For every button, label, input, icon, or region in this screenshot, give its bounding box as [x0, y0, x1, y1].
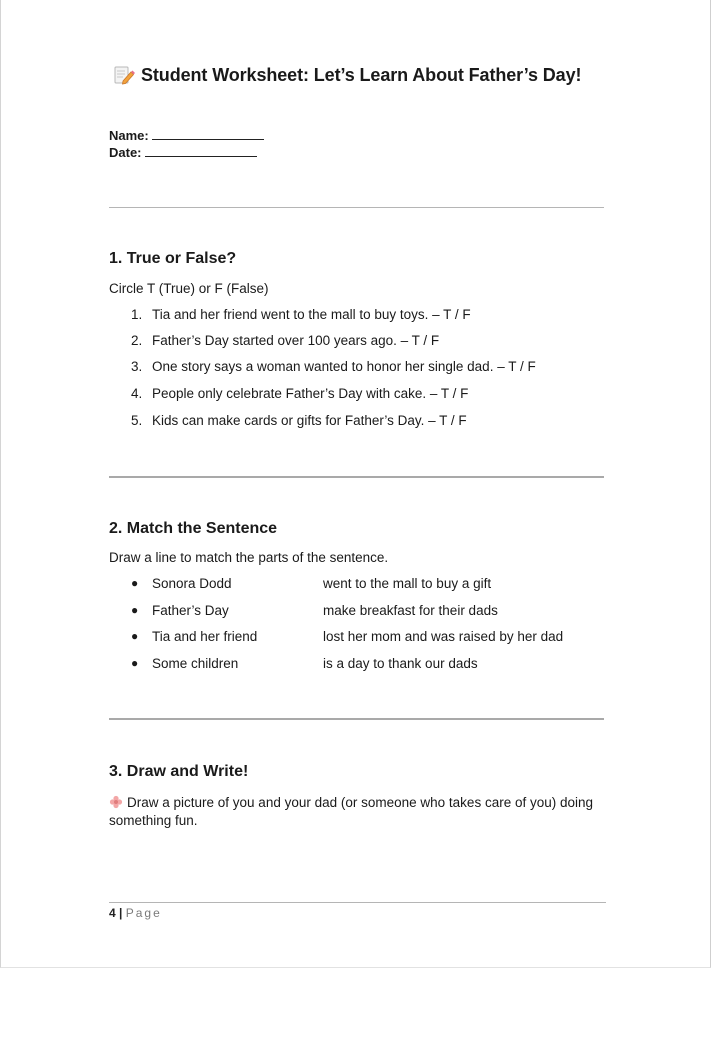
name-field[interactable] [109, 127, 264, 144]
draw-instruction [109, 794, 599, 830]
item-number: 1. [131, 307, 143, 322]
match-right-text: is a day to thank our dads [323, 656, 478, 671]
section-heading-match: 2. Match the Sentence [109, 520, 278, 537]
list-item [131, 333, 439, 348]
bullet: ● [131, 603, 139, 617]
item-text: People only celebrate Father’s Day with cake. – T / F [152, 386, 469, 401]
item-text: Tia and her friend went to the mall to buy toys. – T / F [152, 307, 471, 322]
page-separator: | [115, 906, 126, 920]
divider [109, 207, 604, 208]
name-label: Name: [109, 128, 149, 143]
match-right-text: make breakfast for their dads [323, 603, 498, 618]
item-number: 4. [131, 386, 143, 401]
flower-icon [109, 795, 123, 809]
date-label: Date: [109, 145, 142, 160]
date-blank-line[interactable] [145, 144, 257, 157]
match-row [131, 656, 478, 671]
match-left-text: Sonora Dodd [152, 576, 232, 591]
match-left-text: Some children [152, 656, 239, 671]
item-number: 3. [131, 359, 143, 374]
page-label: Page [125, 906, 162, 920]
memo-pencil-icon [113, 64, 135, 86]
item-text: Father’s Day started over 100 years ago. – T / F [152, 333, 440, 348]
list-item [131, 359, 536, 374]
date-field[interactable] [109, 144, 264, 161]
name-blank-line[interactable] [152, 127, 264, 140]
divider [109, 718, 604, 720]
match-right-text: went to the mall to buy a gift [323, 576, 492, 591]
section-heading-true-false: 1. True or False? [109, 250, 237, 267]
draw-instruction-text: Draw a picture of you and your dad (or someone who takes care of you) doing something fun. [109, 795, 594, 828]
page-title [113, 64, 581, 86]
footer-divider [109, 902, 606, 903]
bullet: ● [131, 629, 139, 643]
item-number: 5. [131, 413, 143, 428]
match-left-text: Tia and her friend [152, 629, 258, 644]
list-item [131, 386, 468, 401]
match-instruction: Draw a line to match the parts of the sentence. [109, 550, 389, 565]
item-number: 2. [131, 333, 143, 348]
list-item [131, 307, 471, 322]
match-left-text: Father’s Day [152, 603, 229, 618]
list-item [131, 413, 467, 428]
page-footer [109, 906, 162, 920]
item-text: One story says a woman wanted to honor her single dad. – T / F [152, 359, 536, 374]
item-text: Kids can make cards or gifts for Father’s Day. – T / F [152, 413, 467, 428]
student-info-fields [109, 127, 264, 161]
page-number: 4 [109, 906, 116, 920]
bullet: ● [131, 656, 139, 670]
divider [109, 476, 604, 478]
match-row [131, 629, 563, 644]
match-row [131, 576, 491, 591]
true-false-instruction: Circle T (True) or F (False) [109, 281, 269, 296]
section-heading-draw-write: 3. Draw and Write! [109, 763, 249, 780]
title-text: Student Worksheet: Let’s Learn About Father’s Day! [141, 64, 582, 85]
bullet: ● [131, 576, 139, 590]
match-row [131, 603, 498, 618]
match-right-text: lost her mom and was raised by her dad [323, 629, 564, 644]
